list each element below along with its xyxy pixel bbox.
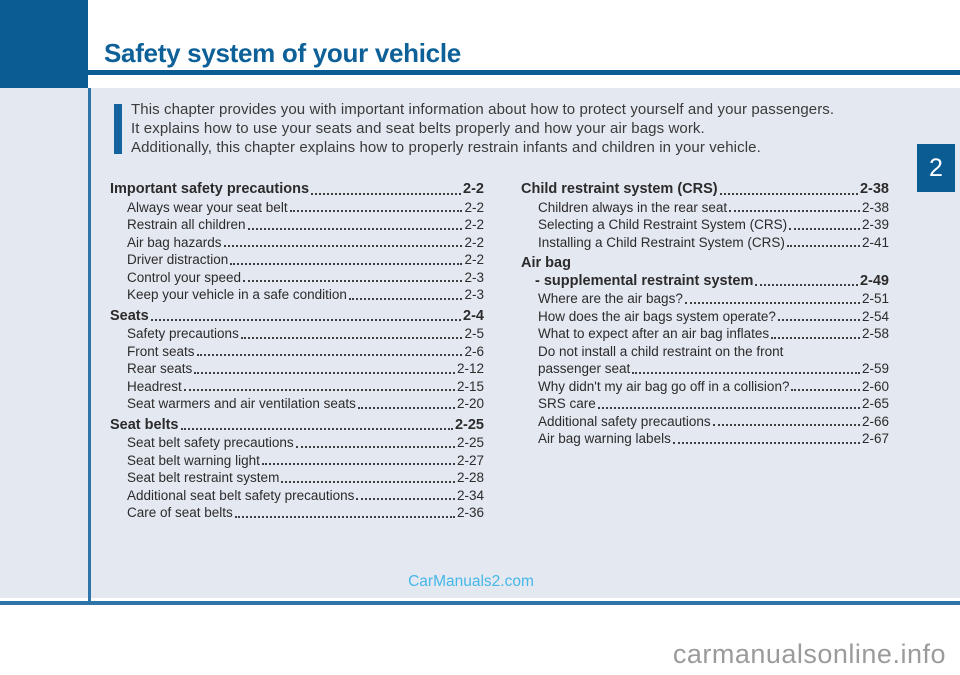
toc-heading-row [110,308,484,326]
leader-dots [771,325,860,339]
toc-item-row [110,286,484,304]
leader-dots [290,199,463,213]
toc-item-row [521,378,889,396]
toc-section [110,308,484,413]
toc-page-number: 2-65 [861,396,889,411]
toc-heading-row [521,255,889,273]
leader-dots [311,181,461,195]
toc-page-number: 2-3 [464,269,484,285]
toc-entry-label: Seat belt restraint system [127,470,280,485]
toc-item-row [110,452,484,470]
toc-section [521,255,889,448]
leader-dots [248,216,463,230]
leader-dots [632,360,860,374]
leader-dots [197,343,463,357]
intro-line: This chapter provides you with important information about how to protect yourself and your passengers. [131,101,835,118]
toc-page-number: 2-38 [861,199,889,215]
leader-dots [755,273,858,287]
toc-entry-label: Seat warmers and air ventilation seats [127,396,356,411]
toc-heading-row [110,417,484,435]
toc-item-row [110,251,484,269]
intro-text [131,100,834,157]
toc-item-row [110,395,484,413]
leader-dots [281,469,455,483]
toc-section [110,417,484,522]
leader-dots [224,234,463,248]
toc-entry-label: Driver distraction [127,252,229,267]
toc-page-number: 2-3 [464,287,484,302]
toc-entry-label: How does the air bags system operate? [538,308,776,324]
toc-entry-label: Air bag warning labels [538,431,671,446]
toc-entry-label: Installing a Child Restraint System (CRS) [538,234,785,250]
intro-accent-bar [114,104,122,154]
toc-heading-row [110,181,484,199]
toc-entry-label: Restrain all children [127,217,246,232]
toc-entry-label: Additional seat belt safety precautions [127,487,355,503]
toc-item-row [521,199,889,217]
toc-entry-label: Headrest [127,378,182,394]
table-of-contents [110,181,889,522]
leader-dots [713,413,860,427]
toc-item-row [110,199,484,217]
toc-page-number: 2-27 [456,452,484,468]
toc-item-row [521,395,889,413]
toc-entry-label: Important safety precautions [110,181,310,197]
toc-page-number: 2-25 [454,416,484,433]
toc-item-row [521,234,889,252]
toc-item-row [521,413,889,431]
toc-page-number: 2-20 [456,396,484,411]
leader-dots [720,181,858,195]
intro-callout [114,100,900,157]
leader-dots [181,417,453,431]
toc-page-number: 2-12 [456,361,484,376]
toc-item-row [110,487,484,505]
intro-line: It explains how to use your seats and seat belts properly and how your air bags work. [131,120,705,137]
toc-page-number: 2-67 [861,431,889,446]
toc-page-number: 2-28 [456,470,484,485]
toc-left-column [110,181,484,522]
toc-page-number: 2-38 [859,181,889,197]
toc-page-number: 2-5 [464,326,484,341]
toc-entry-label: Selecting a Child Restraint System (CRS) [538,217,788,232]
toc-item-row [521,430,889,448]
intro-line: Additionally, this chapter explains how to properly restrain infants and children in your vehicle. [131,139,761,156]
toc-item-row [521,325,889,343]
toc-item-row [110,216,484,234]
toc-page-number: 2-39 [861,217,889,232]
toc-page-number: 2-25 [456,435,484,450]
toc-entry-label: SRS care [538,396,596,411]
toc-entry-label: Rear seats [127,361,193,376]
toc-item-row [110,469,484,487]
toc-item-row [110,269,484,287]
leader-dots [349,286,463,300]
leader-dots [194,360,455,374]
toc-page-number: 2-2 [464,199,484,215]
leader-dots [789,216,860,230]
toc-entry-label: Seats [110,307,149,324]
toc-page-number: 2-36 [456,505,484,520]
chapter-corner-block [0,0,88,88]
toc-entry-label: Air bag hazards [127,234,222,250]
toc-item-row [110,360,484,378]
leader-dots [241,325,463,339]
leader-dots [356,487,455,501]
page-title: Safety system of your vehicle [104,38,461,68]
toc-page-number: 2-15 [456,378,484,394]
toc-item-row [521,308,889,326]
toc-section [110,181,484,304]
leader-dots [151,308,461,322]
toc-entry-label: Control your speed [127,269,242,285]
toc-item-row [521,360,889,378]
toc-entry-label: What to expect after an air bag inflates [538,326,770,341]
toc-right-column [521,181,889,522]
left-margin-rule [88,88,91,604]
footer-rule [0,601,960,605]
toc-entry-label: Children always in the rear seat [538,199,728,215]
toc-page-number: 2-58 [861,326,889,341]
toc-entry-label: Always wear your seat belt [127,199,288,215]
chapter-number-badge: 2 [917,144,955,192]
toc-entry-label: Front seats [127,343,195,359]
toc-entry-label: Do not install a child restraint on the front [538,343,784,359]
leader-dots [243,269,462,283]
toc-page-number: 2-34 [456,487,484,503]
toc-page-number: 2-54 [861,308,889,324]
toc-entry-label: Keep your vehicle in a safe condition [127,287,347,302]
toc-entry-label: Where are the air bags? [538,291,683,306]
toc-item-row [110,504,484,522]
toc-page-number: 2-60 [861,378,889,394]
title-underline [88,70,960,75]
leader-dots [778,308,860,322]
leader-dots [673,430,860,444]
leader-dots [235,504,455,518]
leader-dots [358,395,455,409]
toc-item-row [110,325,484,343]
toc-page-number: 2-49 [859,272,889,289]
toc-page-number: 2-2 [464,217,484,232]
toc-page-number: 2-4 [463,307,484,324]
toc-page-number: 2-6 [464,343,484,359]
leader-dots [787,234,860,248]
leader-dots [296,434,455,448]
toc-subheading-row [521,273,889,291]
toc-page-number: 2-2 [464,234,484,250]
toc-entry-label: Child restraint system (CRS) [521,181,718,197]
leader-dots [598,395,860,409]
toc-page-number: 2-2 [463,181,484,197]
leader-dots [184,378,455,392]
toc-page-number: 2-51 [861,291,889,306]
toc-page-number: 2-59 [861,361,889,376]
toc-entry-label: Seat belt warning light [127,452,260,468]
toc-item-row [110,434,484,452]
toc-entry-label: Why didn't my air bag go off in a collision? [538,378,790,394]
toc-item-row [521,216,889,234]
toc-entry-label: Care of seat belts [127,505,233,520]
toc-entry-label: Air bag [521,255,571,271]
toc-item-row [521,343,889,361]
toc-entry-label: Seat belts [110,416,179,433]
leader-dots [262,452,455,466]
leader-dots [791,378,860,392]
toc-entry-label: passenger seat [538,361,631,376]
toc-page-number: 2-66 [861,413,889,429]
toc-item-row [110,378,484,396]
leader-dots [729,199,860,213]
toc-entry-label: - supplemental restraint system [535,272,754,289]
toc-section [521,181,889,251]
toc-entry-label: Seat belt safety precautions [127,435,294,450]
toc-item-row [110,234,484,252]
toc-entry-label: Additional safety precautions [538,413,711,429]
toc-heading-row [521,181,889,199]
leader-dots [685,290,860,304]
leader-dots [230,251,462,265]
toc-entry-label: Safety precautions [127,326,239,341]
toc-page-number: 2-41 [861,234,889,250]
toc-page-number: 2-2 [464,252,484,267]
carmanuals2-watermark[interactable]: CarManuals2.com [408,573,534,590]
toc-item-row [110,343,484,361]
carmanualsonline-watermark[interactable]: carmanualsonline.info [672,639,946,669]
toc-item-row [521,290,889,308]
